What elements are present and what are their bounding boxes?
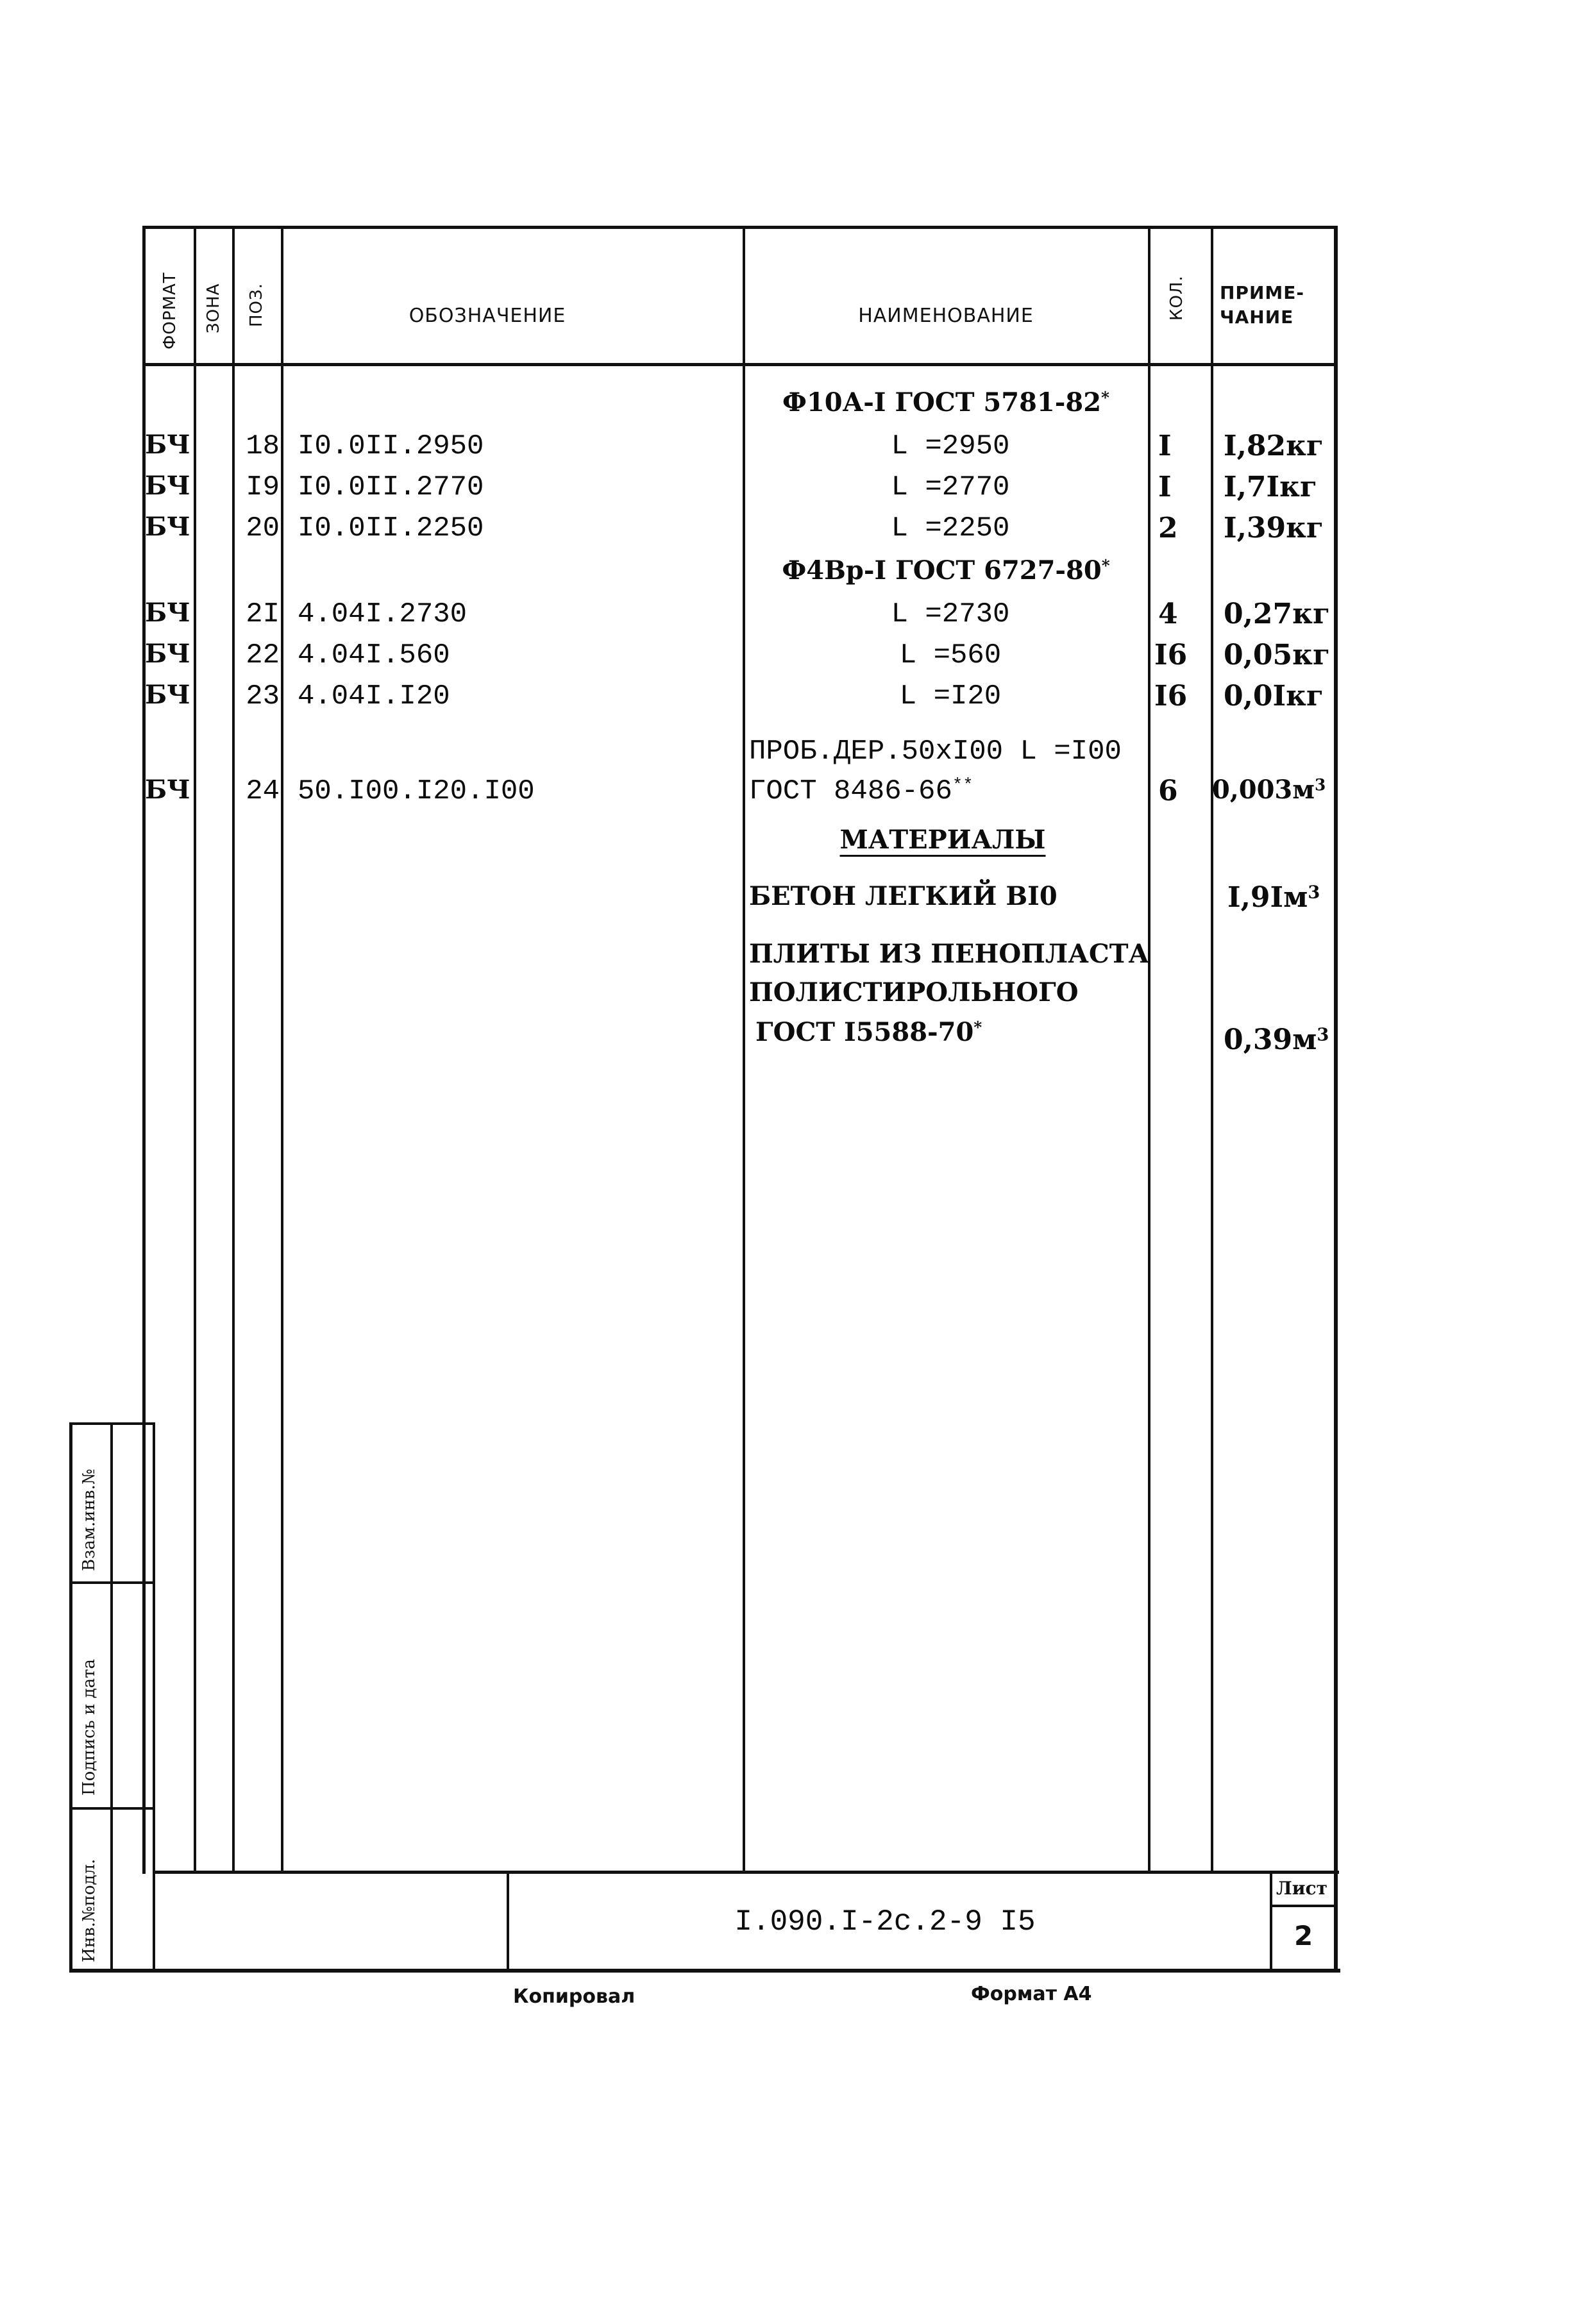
row-21-designation: 4.04I.2730 — [298, 598, 468, 630]
title-block-divider — [507, 1871, 509, 1971]
col-line-name-qty — [1148, 226, 1150, 1873]
concrete-note: $I,9Iм^3$ — [1227, 881, 1320, 914]
row-24-pos: 24 — [246, 775, 280, 807]
stamp-line-outer — [69, 1424, 72, 1970]
row-21-pos: 2I — [246, 598, 280, 630]
header-format: ФОРМАТ — [160, 272, 180, 349]
row-18-designation: I0.0II.2950 — [298, 430, 484, 462]
stamp-divider-2 — [69, 1807, 155, 1810]
row-19-designation: I0.0II.2770 — [298, 471, 484, 503]
foam-line2: ПОЛИСТИРОЛЬНОГО — [749, 977, 1079, 1007]
timber-name-line2: ГОСТ 8486-66** — [749, 775, 973, 807]
row-18-qty: I — [1158, 430, 1172, 462]
stamp-sign-date: Подпись и дата — [80, 1659, 99, 1796]
row-21-note: 0,27кг — [1224, 598, 1330, 630]
row-21-format: БЧ — [145, 598, 190, 628]
table-bottom-line — [153, 1871, 1339, 1874]
stamp-line-frame — [153, 1424, 155, 1970]
row-18-format: БЧ — [145, 430, 190, 460]
header-designation: ОБОЗНАЧЕНИЕ — [409, 305, 566, 327]
col-line-qty-note — [1211, 226, 1213, 1873]
header-qty: КОЛ. — [1167, 275, 1186, 321]
row-21-name: L =2730 — [891, 598, 1010, 630]
foam-line3: ГОСТ I5588-70* — [755, 1017, 982, 1047]
row-20-designation: I0.0II.2250 — [298, 512, 484, 544]
row-22-format: БЧ — [145, 639, 190, 669]
header-pos: ПОЗ. — [247, 283, 266, 327]
sheet-number: 2 — [1294, 1920, 1313, 1951]
footer-format: Формат А4 — [971, 1983, 1092, 2005]
header-note-line1: ПРИМЕ- — [1220, 282, 1304, 303]
col-line-pos-designation — [281, 226, 283, 1873]
row-19-pos: I9 — [246, 471, 280, 503]
row-20-note: I,39кг — [1224, 512, 1324, 544]
foam-line1: ПЛИТЫ ИЗ ПЕНОПЛАСТА — [749, 939, 1150, 969]
row-20-format: БЧ — [145, 512, 190, 542]
row-19-qty: I — [1158, 471, 1172, 503]
col-line-format-zone — [194, 226, 196, 1873]
concrete-name: БЕТОН ЛЕГКИЙ BI0 — [749, 881, 1057, 911]
row-23-qty: I6 — [1154, 680, 1188, 712]
row-22-note: 0,05кг — [1224, 639, 1330, 671]
stamp-line-inner — [110, 1424, 113, 1970]
row-18-note: I,82кг — [1224, 430, 1324, 462]
title-block-bottom-line — [69, 1969, 1340, 1973]
row-20-pos: 20 — [246, 512, 280, 544]
row-21-qty: 4 — [1158, 598, 1178, 630]
row-19-format: БЧ — [145, 471, 190, 501]
col-line-designation-name — [743, 226, 745, 1873]
row-20-qty: 2 — [1158, 512, 1178, 544]
stamp-inv-no: Инв.№подл. — [80, 1858, 99, 1962]
row-22-name: L =560 — [899, 639, 1002, 671]
row-20-name: L =2250 — [891, 512, 1010, 544]
row-18-pos: 18 — [246, 430, 280, 462]
stamp-vzam: Взам.инв.№ — [80, 1469, 99, 1571]
doc-code: I.090.I-2с.2-9 I5 — [734, 1905, 1036, 1939]
section-title-wire-4: Ф4Вр-I ГОСТ 6727-80* — [782, 555, 1110, 585]
sheet-no-left-line — [1270, 1871, 1272, 1971]
row-24-note: $0,003м^3$ — [1212, 775, 1326, 805]
row-24-qty: 6 — [1158, 775, 1178, 807]
header-zone: ЗОНА — [204, 283, 223, 333]
row-24-format: БЧ — [145, 775, 190, 805]
row-22-qty: I6 — [1154, 639, 1188, 671]
col-line-right — [1334, 226, 1338, 1971]
row-24-designation: 50.I00.I20.I00 — [298, 775, 535, 807]
row-22-pos: 22 — [246, 639, 280, 671]
col-line-zone-pos — [232, 226, 235, 1873]
row-23-pos: 23 — [246, 680, 280, 712]
frame-top-line — [142, 226, 1336, 229]
sheet-no-divider — [1270, 1905, 1335, 1907]
header-bottom-line — [142, 363, 1336, 366]
row-18-name: L =2950 — [891, 430, 1010, 462]
row-23-name: L =I20 — [899, 680, 1002, 712]
row-19-name: L =2770 — [891, 471, 1010, 503]
header-note-line2: ЧАНИЕ — [1220, 307, 1294, 328]
row-22-designation: 4.04I.560 — [298, 639, 450, 671]
row-23-note: 0,0Iкг — [1224, 680, 1324, 712]
foam-note: $0,39м^3$ — [1224, 1023, 1329, 1056]
section-title-rebar-10: Ф10А-I ГОСТ 5781-82* — [782, 387, 1109, 417]
stamp-top-line — [69, 1422, 155, 1425]
stamp-divider-1 — [69, 1581, 155, 1584]
row-23-designation: 4.04I.I20 — [298, 680, 450, 712]
timber-name-line1: ПРОБ.ДЕР.50хI00 L =I00 — [749, 736, 1122, 768]
row-23-format: БЧ — [145, 680, 190, 710]
sheet-label: Лист — [1276, 1878, 1327, 1899]
header-name: НАИМЕНОВАНИЕ — [858, 305, 1034, 327]
row-19-note: I,7Iкг — [1224, 471, 1317, 503]
footer-copied: Копировал — [513, 1985, 636, 2008]
materials-title: МАТЕРИАЛЫ — [839, 825, 1046, 855]
